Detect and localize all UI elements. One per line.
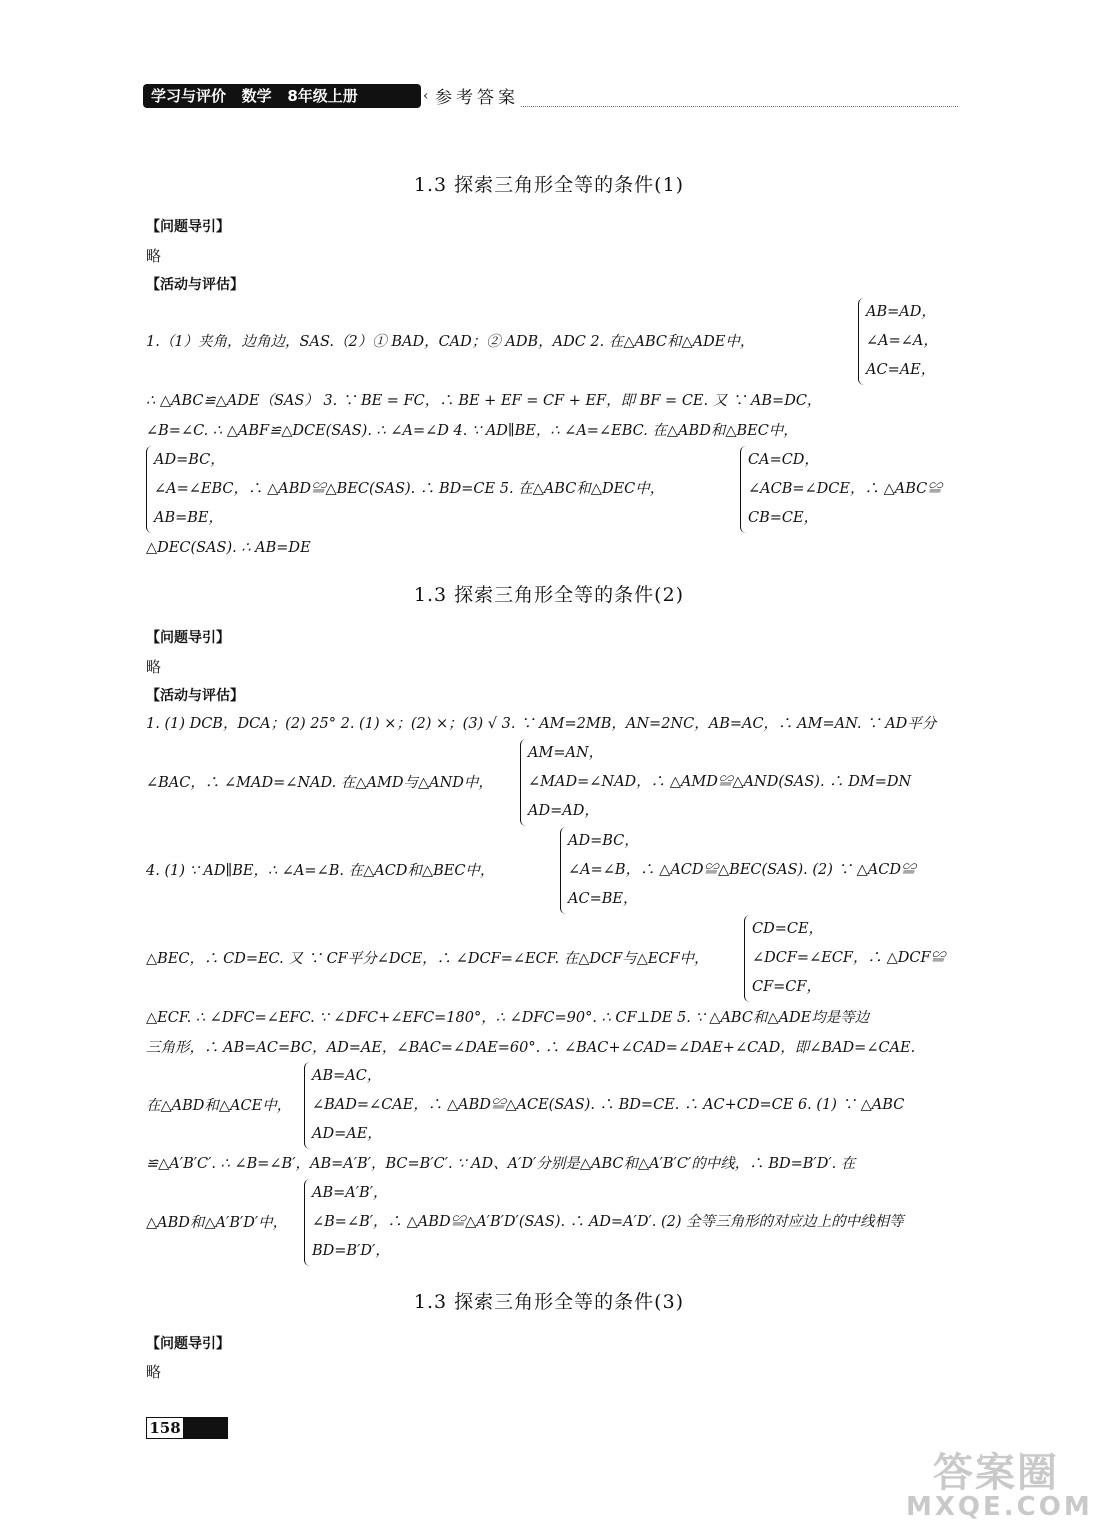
- equation-system: CD=CE， ∠DCF=∠ECF，∴ △DCF≌ CF=CF，: [744, 915, 945, 1002]
- tag-question-guide: 【问题导引】: [146, 219, 230, 235]
- section-title-1: 1.3 探索三角形全等的条件(1): [413, 174, 685, 196]
- equation-system: AD=BC， ∠A=∠EBC，∴ △ABD≌△BEC(SAS). ∴ BD=CE 5. 在△ABC和△DEC中， AB=BE，: [146, 446, 664, 533]
- tag-activity-eval: 【活动与评估】: [146, 277, 244, 293]
- section-title-3: 1.3 探索三角形全等的条件(3): [413, 1291, 685, 1313]
- equation-system: AB=A′B′， ∠B=∠B′，∴ △ABD≌△A′B′D′(SAS). ∴ AD=A′D′. (2) 全等三角形的对应边上的中线相等 BD=B′D′，: [304, 1179, 904, 1266]
- watermark-logo: 答案圈 MXQE.COM: [906, 1450, 1093, 1522]
- page-number: 158: [146, 1417, 228, 1439]
- answer-line: △ECF. ∴ ∠DFC=∠EFC. ∵ ∠DFC+∠EFC=180°，∴ ∠DFC=90°. ∴ CF⊥DE 5. ∵ △ABC和△ADE均是等边: [146, 1010, 870, 1026]
- answer-line: ∴ △ABC≌△ADE（SAS） 3. ∵ BE = FC，∴ BE + EF = CF + EF，即 BF = CE. 又 ∵ AB=DC，: [146, 393, 822, 409]
- answer-line: △DEC(SAS). ∴ AB=DE: [146, 540, 311, 556]
- answer-line: 在△ABD和△ACE中，: [146, 1098, 292, 1114]
- tag-question-guide: 【问题导引】: [146, 630, 230, 646]
- equation-system: AB=AC， ∠BAD=∠CAE，∴ △ABD≌△ACE(SAS). ∴ BD=CE. ∴ AC+CD=CE 6. (1) ∵ △ABC AD=AE，: [304, 1062, 904, 1149]
- page-header: [143, 82, 958, 110]
- header-rule: [521, 106, 958, 107]
- answer-line: 4. (1) ∵ AD∥BE，∴ ∠A=∠B. 在△ACD和△BEC中，: [146, 863, 495, 879]
- chevron-left-icon: ‹: [423, 88, 429, 104]
- answer-line: 1. (1) DCB，DCA；(2) 25° 2. (1) ×；(2) ×；(3) √ 3. ∵ AM=2MB，AN=2NC，AB=AC，∴ AM=AN. ∵ AD平分: [146, 716, 937, 732]
- answer-line: 三角形，∴ AB=AC=BC，AD=AE，∠BAC=∠DAE=60°. ∴ ∠BAC+∠CAD=∠DAE+∠CAD，即∠BAD=∠CAE.: [146, 1040, 916, 1056]
- equation-system: AB=AD， ∠A=∠A， AC=AE，: [858, 298, 938, 385]
- answer-line: ∠B=∠C. ∴ △ABF≌△DCE(SAS). ∴ ∠A=∠D 4. ∵ AD∥BE，∴ ∠A=∠EBC. 在△ABD和△BEC中，: [146, 423, 798, 439]
- equation-system: CA=CD， ∠ACB=∠DCE，∴ △ABC≌ CB=CE，: [740, 446, 942, 533]
- answer-line: △BEC，∴ CD=EC. 又 ∵ CF平分∠DCE，∴ ∠DCF=∠ECF. 在△DCF与△ECF中，: [146, 951, 709, 967]
- answer-line: ∠BAC，∴ ∠MAD=∠NAD. 在△AMD与△AND中，: [146, 775, 493, 791]
- book-title-badge: 学习与评价 数学 8年级上册: [143, 84, 421, 108]
- answer-line: △ABD和△A′B′D′中，: [146, 1215, 288, 1231]
- section-title-2: 1.3 探索三角形全等的条件(2): [413, 584, 685, 606]
- answer-omitted: 略: [146, 247, 162, 265]
- equation-system: AM=AN， ∠MAD=∠NAD，∴ △AMD≌△AND(SAS). ∴ DM=DN AD=AD，: [520, 739, 911, 826]
- answer-line: ≌△A′B′C′. ∴ ∠B=∠B′，AB=A′B′，BC=B′C′. ∵ AD、A′D′分别是△ABC和△A′B′C′的中线，∴ BD=B′D′. 在: [146, 1156, 856, 1172]
- tag-activity-eval: 【活动与评估】: [146, 688, 244, 704]
- answer-omitted: 略: [146, 1363, 162, 1381]
- answer-omitted: 略: [146, 658, 162, 676]
- tag-question-guide: 【问题导引】: [146, 1336, 230, 1352]
- section-label: 参考答案: [435, 88, 519, 108]
- answer-line: 1.（1）夹角，边角边，SAS.（2）① BAD，CAD；② ADB，ADC 2. 在△ABC和△ADE中，: [146, 334, 755, 350]
- equation-system: AD=BC， ∠A=∠B，∴ △ACD≌△BEC(SAS). (2) ∵ △ACD≌ AC=BE，: [560, 827, 915, 914]
